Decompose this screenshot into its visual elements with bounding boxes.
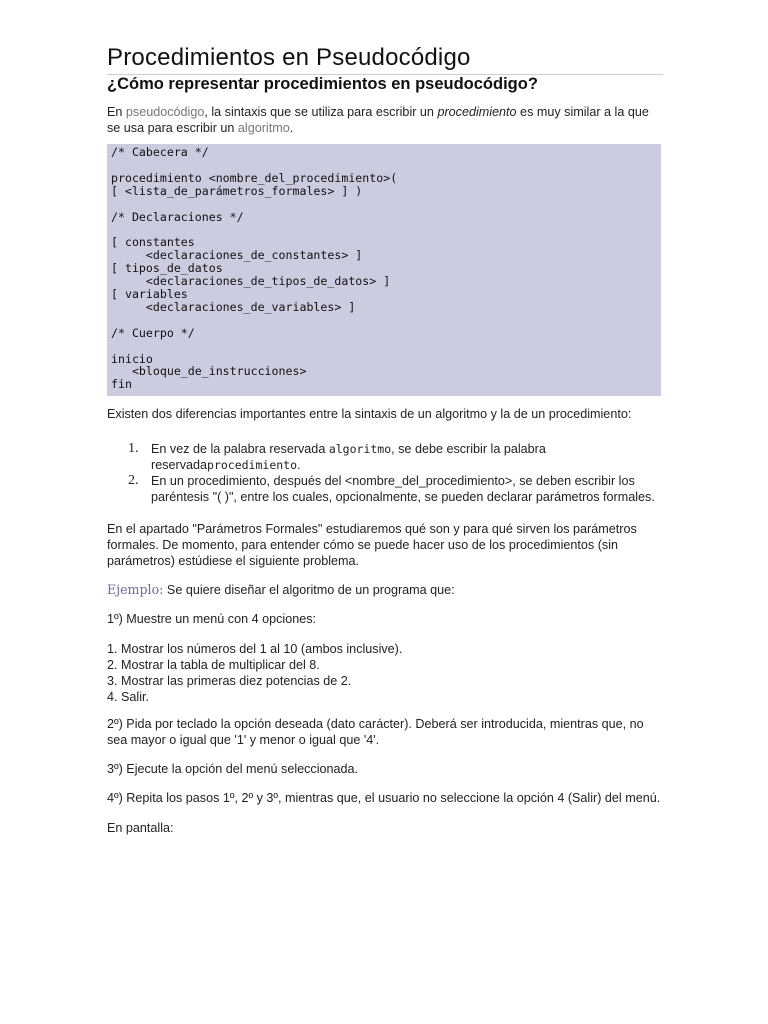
en-pantalla-label: En pantalla: — [107, 821, 174, 835]
list-item-text: En un procedimiento, después del <nombre_del_procedimiento>, se deben escribir los paréntesis "( )", entre los cuales, opcionalmente, se pueden declarar parámetros formales. — [151, 474, 655, 504]
intro-text-1: En — [107, 105, 126, 119]
inline-code-algoritmo: algoritmo — [328, 442, 392, 456]
list-item — [128, 473, 668, 505]
intro-text-4: . — [289, 121, 294, 135]
page-title: Procedimientos en Pseudocódigo — [107, 44, 471, 71]
step-3: 3º) Ejecute la opción del menú seleccionada. — [107, 762, 359, 776]
differences-list — [128, 441, 668, 505]
list-number: 1. — [128, 441, 139, 456]
intro-text-3: es muy similar a la que se usa para escribir un — [107, 105, 649, 135]
example-paragraph — [107, 582, 663, 598]
step-4: 4º) Repita los pasos 1º, 2º y 3º, mientras que, el usuario no seleccione la opción 4 (Salir) del menú. — [107, 791, 661, 805]
list-item-text: , se debe escribir la palabra reservada — [151, 442, 546, 472]
menu-options — [107, 641, 663, 705]
intro-text-2: , la sintaxis que se utiliza para escribir un — [204, 105, 438, 119]
intro-emphasis: procedimiento — [437, 105, 517, 119]
code-block — [107, 144, 661, 396]
menu-option: 2. Mostrar la tabla de multiplicar del 8. — [107, 658, 320, 672]
list-item-text: . — [297, 458, 301, 472]
step-1: 1º) Muestre un menú con 4 opciones: — [107, 612, 317, 626]
menu-option: 3. Mostrar las primeras diez potencias de 2. — [107, 674, 352, 688]
parametros-paragraph: En el apartado "Parámetros Formales" estudiaremos qué son y para qué sirven los parámetros formales. De momento, para entender cómo se puede hacer uso de los procedimientos (sin parámetros) estúdiese el siguiente problema. — [107, 522, 637, 568]
menu-option: 4. Salir. — [107, 690, 149, 704]
list-item — [128, 441, 668, 473]
section-subtitle: ¿Cómo representar procedimientos en pseudocódigo? — [107, 75, 538, 93]
pseudocodigo-link[interactable]: pseudocódigo — [125, 105, 205, 119]
menu-option: 1. Mostrar los números del 1 al 10 (ambos inclusive). — [107, 642, 403, 656]
step-2: 2º) Pida por teclado la opción deseada (dato carácter). Deberá ser introducida, mientras que, no sea mayor o igual que '1' y menor o igual que '4'. — [107, 717, 644, 747]
algoritmo-link[interactable]: algoritmo — [237, 121, 290, 135]
procedure-syntax-code: /* Cabecera */ procedimiento <nombre_del_procedimiento>( [ <lista_de_parámetros_formales> ] ) /* Declaraciones */ [ constantes <declaraciones_de_constantes> ] [ tipos_de_datos <declaraciones_de_tipos_de_datos> ] [ variables <declaraciones_de_variables> ] /* Cuerpo */ inicio <bloque_de_instrucciones> fin — [111, 145, 398, 392]
intro-paragraph — [107, 104, 663, 136]
list-item-text: En vez de la palabra reservada — [151, 442, 329, 456]
example-text: Se quiere diseñar el algoritmo de un programa que: — [163, 583, 455, 597]
example-label: Ejemplo: — [107, 582, 164, 597]
list-number: 2. — [128, 473, 139, 488]
inline-code-procedimiento: procedimiento — [207, 458, 298, 472]
differences-intro: Existen dos diferencias importantes entre la sintaxis de un algoritmo y la de un procedimiento: — [107, 407, 632, 421]
